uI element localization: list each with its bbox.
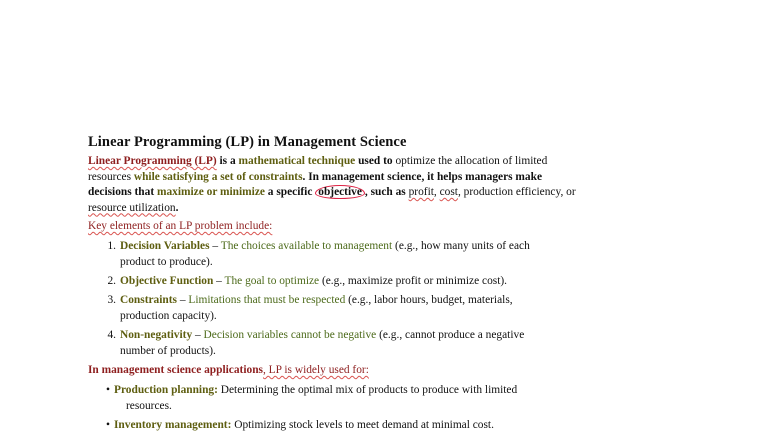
list-dash: –: [209, 240, 221, 252]
maxmin-phrase: maximize or minimize: [156, 186, 265, 198]
intro-text: , such as: [364, 186, 409, 198]
intro-text: . In management science, it helps managers make decisions that: [88, 170, 542, 198]
while-phrase: while satisfying a set of constraints: [133, 170, 303, 183]
intro-text: .: [175, 201, 179, 214]
element-term: Constraints: [120, 294, 177, 306]
intro-text: optimize the allocation of limited resources: [88, 155, 548, 183]
list-item: [100, 328, 590, 359]
profit-word: profit: [408, 186, 434, 198]
technique-phrase: mathematical technique: [238, 155, 356, 167]
element-desc: The choices available to management: [220, 240, 393, 252]
element-term: Objective Function: [120, 275, 214, 287]
list-item: [106, 383, 586, 414]
lp-term: Linear Programming (LP): [88, 155, 217, 167]
intro-text: is a: [216, 155, 239, 167]
application-term: Inventory management:: [114, 419, 232, 431]
resource-phrase: resource utilization: [88, 201, 176, 214]
element-continuation: number of products).: [120, 344, 216, 357]
list-number: 4.: [107, 329, 116, 341]
application-continuation: resources.: [126, 399, 172, 412]
application-term: Production planning:: [114, 384, 218, 396]
element-continuation: product to produce).: [120, 255, 213, 268]
list-item: [100, 274, 590, 290]
element-extra: (e.g., maximize profit or minimize cost).: [319, 275, 507, 287]
intro-paragraph: [88, 154, 578, 216]
applications-heading-rest: , LP is widely used for:: [262, 364, 369, 376]
element-desc: Limitations that must be respected: [188, 294, 346, 306]
element-continuation: production capacity).: [120, 309, 217, 322]
list-number: 3.: [107, 294, 116, 306]
cost-word: cost: [439, 186, 458, 198]
bullet: •: [106, 384, 110, 396]
element-term: Non-negativity: [120, 329, 193, 341]
list-dash: –: [192, 329, 204, 341]
intro-text: used to: [355, 155, 396, 167]
objective-word: objective: [315, 185, 365, 199]
list-item: [100, 239, 590, 270]
document-title: Linear Programming (LP) in Management Science: [88, 134, 407, 150]
element-desc: The goal to optimize: [224, 275, 320, 287]
bullet: •: [106, 419, 110, 431]
application-desc: Determining the optimal mix of products to produce with limited: [217, 384, 518, 396]
list-item: [100, 293, 590, 324]
element-extra: (e.g., how many units of each: [392, 240, 530, 252]
list-dash: –: [176, 294, 189, 306]
intro-text: , production efficiency, or: [457, 186, 576, 198]
element-extra: (e.g., cannot produce a negative: [376, 329, 525, 341]
intro-text: a specific: [264, 186, 316, 198]
list-item: [106, 418, 586, 434]
key-elements-heading: Key elements of an LP problem include:: [88, 220, 273, 232]
list-number: 1.: [107, 240, 116, 252]
intro-text: ,: [433, 186, 440, 198]
list-number: 2.: [107, 275, 116, 287]
list-dash: –: [213, 275, 225, 287]
element-extra: (e.g., labor hours, budget, materials,: [345, 294, 513, 306]
application-desc: Optimizing stock levels to meet demand at minimal cost.: [231, 419, 494, 431]
element-term: Decision Variables: [120, 240, 210, 252]
applications-heading: [88, 363, 578, 379]
applications-heading-bold: In management science applications: [88, 364, 263, 376]
element-desc: Decision variables cannot be negative: [203, 329, 377, 341]
